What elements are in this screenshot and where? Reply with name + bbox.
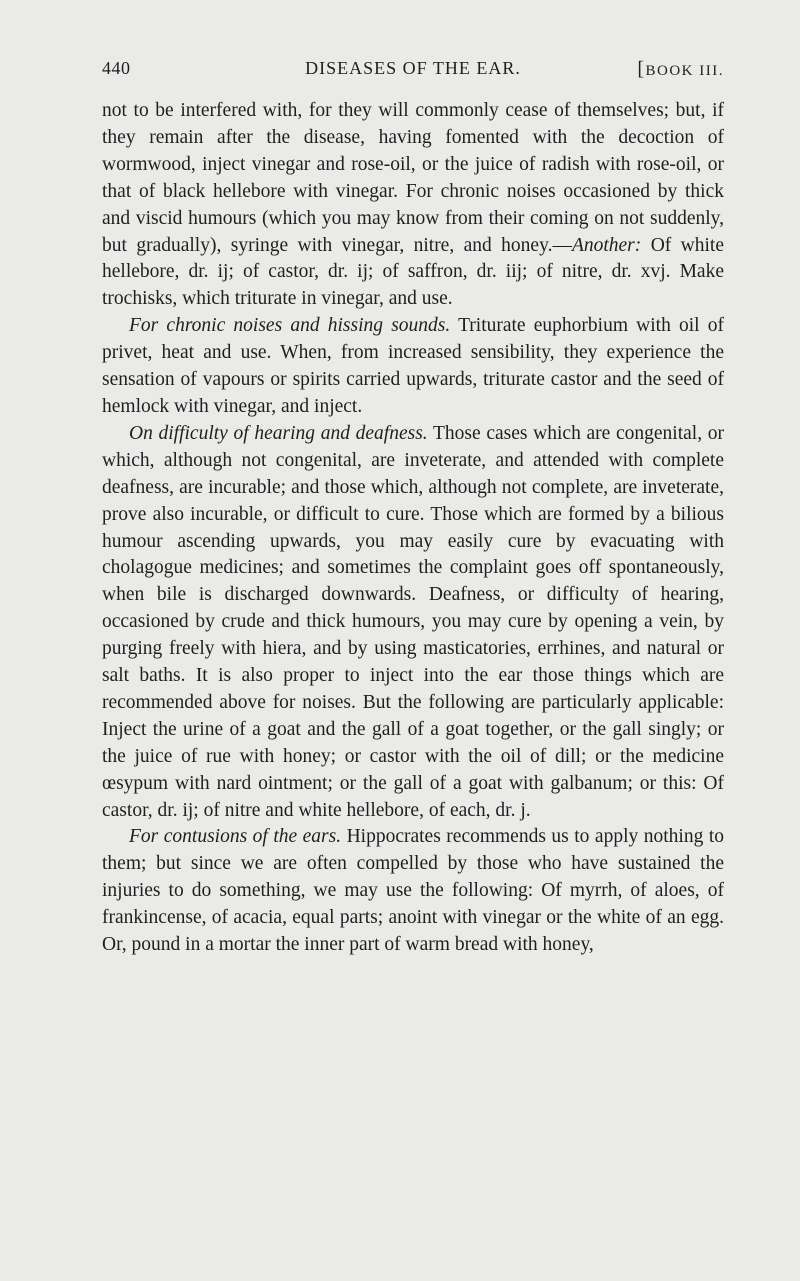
paragraph: [102, 98, 724, 313]
text-run: Hippocrates recommends us to apply nothing to them; but since we are often compelled by those who have sustained the injuries to do something, we may use the following: Of myrrh, of aloes, of frankincense, of acacia, equal parts; anoint with vinegar or the white of an egg. Or, pound in a mortar the inner part of warm bread with honey,: [102, 826, 724, 956]
paragraph: [102, 421, 724, 825]
book-reference-text: BOOK III.: [645, 63, 724, 79]
section-heading: On difficulty of hearing and deafness.: [129, 422, 428, 444]
text-run: Triturate euphorbium with oil of privet, heat and use. When, from increased sensibility, they experience the sensation of vapours or spirits carried upwards, triturate castor and the seed of hemlock with vinegar, and inject.: [102, 315, 724, 417]
italic-run: Another:: [571, 234, 642, 256]
text-run: not to be interfered with, for they will commonly cease of themselves; but, if they remain after the disease, having fomented with the decoction of wormwood, inject vinegar and rose-oil, or the juice of radish with rose-oil, or that of black hellebore with vinegar. For chronic noises occasioned by thick and viscid humours (which you may know from their coming on not suddenly, but gradually), syringe with vinegar, nitre, and honey.—: [102, 100, 724, 256]
page-number: 440: [102, 58, 131, 78]
text-run: Of white hellebore, dr. ij; of castor, dr. ij; of saffron, dr. iij; of nitre, dr. xvj. Make trochisks, which triturate in vinegar, and use.: [102, 234, 724, 310]
section-heading: For chronic noises and hissing sounds.: [129, 315, 451, 337]
running-header: [102, 58, 724, 84]
bracket-glyph: [: [637, 58, 646, 80]
book-reference: [637, 58, 724, 81]
paragraph: [102, 824, 724, 959]
text-run: Those cases which are congenital, or which, although not congenital, are inveterate, and attended with complete deafness, are incurable; and those which, although not complete, are inveterate, prove also incurable, or difficult to cure. Those which are formed by a bilious humour ascending upwards, you may easily cure by evacuating with cholagogue medicines; and sometimes the complaint goes off spontaneously, when bile is discharged downwards. Deafness, or difficulty of hearing, occasioned by crude and thick humours, you may cure by opening a vein, by purging freely with hiera, and by using masticatories, errhines, and natural or salt baths. It is also proper to inject into the ear those things which are recommended above for noises. But the following are particularly applicable: Inject the urine of a goat and the gall of a goat together, or the gall singly; or the juice of rue with honey; or castor with the oil of dill; or the medicine œsypum with nard ointment; or the gall of a goat with galbanum; or this: Of castor, dr. ij; of nitre and white hellebore, of each, dr. j.: [102, 422, 724, 821]
paragraph: [102, 313, 724, 421]
section-heading: For contusions of the ears.: [129, 826, 342, 848]
running-title: DISEASES OF THE EAR.: [305, 58, 521, 78]
body-text: [102, 98, 724, 959]
